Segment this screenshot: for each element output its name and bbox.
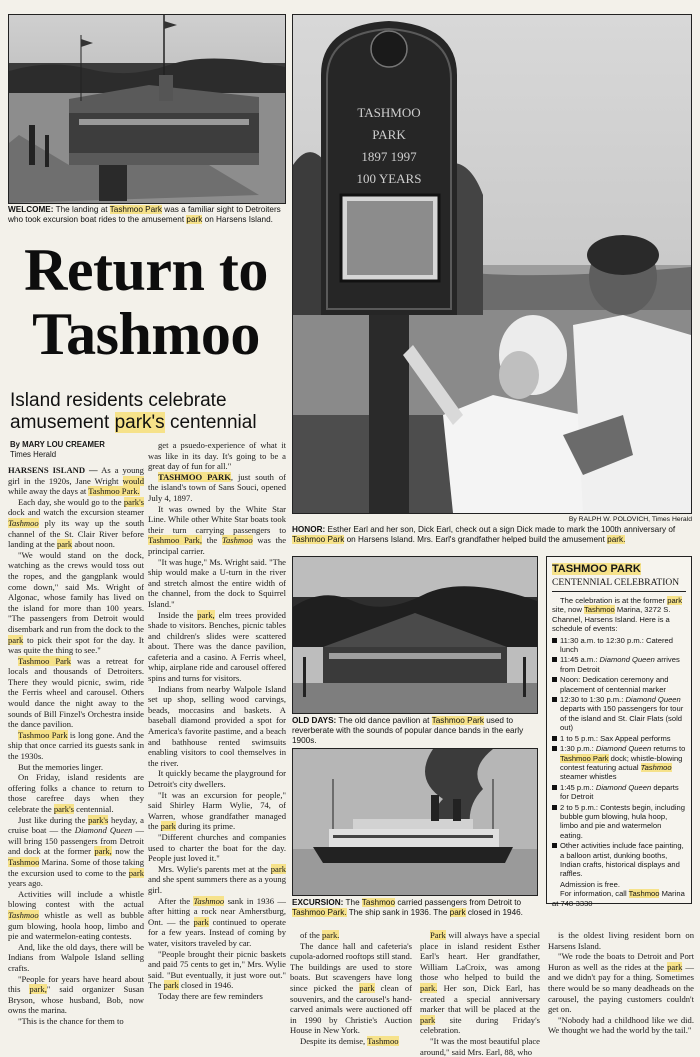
- excursion-caption-hl2: Tashmoo Park.: [292, 908, 347, 917]
- headline: [8, 238, 284, 366]
- excursion-caption: [292, 898, 536, 918]
- bullet-square-icon: [552, 785, 557, 790]
- bullet-square-icon: [552, 746, 557, 751]
- bullet-square-icon: [552, 843, 557, 848]
- sidebar-subtitle: CENTENNIAL CELEBRATION: [552, 577, 686, 592]
- excursion-photo: [292, 748, 538, 896]
- welcome-caption-hl1: Tashmoo Park: [109, 205, 163, 214]
- welcome-caption-lead: WELCOME:: [8, 205, 54, 214]
- excursion-caption-hl3: park: [449, 908, 466, 917]
- honor-caption-text1: Esther Earl and her son, Dick Earl, check out a sign Dick made to mark the 100th anniversary of: [327, 525, 676, 534]
- schedule-item: 1 to 5 p.m.: Sax Appeal performs: [552, 734, 686, 743]
- celebration-sidebar: [546, 556, 692, 908]
- schedule-item: 1:30 p.m.: Diamond Queen returns to Tashmoo Park dock; whistle-blowing contest featuring actual Tashmoo steamer whistles: [552, 744, 686, 782]
- excursion-caption-text3: The ship sank in 1936. The: [348, 908, 448, 917]
- headline-line2: Tashmoo: [32, 301, 260, 367]
- excursion-caption-text1: The: [345, 898, 360, 907]
- article-paragraph: "It was an excursion for people," said Shirley Harm Wylie, 74, of Warren, whose grandfather managed the park during its prime.: [148, 789, 286, 832]
- article-paragraph: "This is the chance for them to: [18, 1015, 124, 1026]
- bullet-square-icon: [552, 805, 557, 810]
- sign-line-4: 100 YEARS: [356, 171, 422, 186]
- article-paragraph: "Different churches and companies used to charter the boat for the day. People just loved it.": [148, 831, 286, 864]
- article-paragraph: is the oldest living resident born on Harsens Island.: [548, 930, 694, 951]
- article-column-5: [548, 930, 694, 1036]
- article-paragraph: And, like the old days, there will be Indians from Walpole Island selling crafts.: [8, 941, 144, 973]
- schedule-item: 2 to 5 p.m.: Contests begin, including bubble gum blowing, hula hoop, limbo and pie and watermelon eating.: [552, 803, 686, 841]
- article-column-3: [290, 930, 412, 1047]
- article-paragraph: Today there are few reminders: [158, 990, 263, 1001]
- article-paragraph: "People for years have heard about this park," said organizer Susan Bryson, whose husband, Bob, now owns the marina.: [8, 973, 144, 1016]
- article-paragraph: of the park.: [300, 930, 340, 940]
- article-paragraph: But the memories linger.: [18, 761, 103, 772]
- old-days-caption-text2: used to reverberate with the sounds of popular dance bands in the early 1900s.: [292, 716, 524, 745]
- old-days-caption-hl1: Tashmoo Park: [431, 716, 484, 725]
- article-paragraph: Just like during the park's heyday, a cruise boat — the Diamond Queen — will bring 150 passengers from Detroit and dock at the former park, now the Tashmoo Marina. Some of those taking the excursion used to come to the park years ago.: [8, 814, 144, 889]
- article-column-2: [148, 440, 286, 1001]
- schedule-item: 11:30 a.m. to 12:30 p.m.: Catered lunch: [552, 636, 686, 655]
- subheadline-line2: [10, 412, 286, 434]
- schedule-item: 12:30 to 1:30 p.m.: Diamond Queen departs with 150 passengers for tour of the island and St. Clair Flats (sold out): [552, 695, 686, 733]
- article-paragraph: "People brought their picnic baskets and paid 75 cents to get in," Mrs. Wylie said. "But eventually, it just wore out." The park closed in 1946.: [148, 948, 286, 991]
- article-paragraph: "It was huge," Ms. Wright said. "The ship would make a U-turn in the river and stretch almost the entire width of the channel, from the dock to Squirrel Island.": [148, 556, 286, 609]
- old-days-photo: [292, 556, 538, 714]
- article-paragraph: Activities will include a whistle blowing contest with the actual Tashmoo whistle as well as bubble gum blowing, hoola hoop, limbo and pie and watermelon-eating contests.: [8, 888, 144, 942]
- sign-line-3: 1897 1997: [361, 149, 417, 164]
- honor-caption-text2: on Harsens Island. Mrs. Earl's grandfather helped build the amusement: [346, 535, 605, 544]
- sidebar-title: [552, 563, 686, 576]
- article-column-4: [420, 930, 540, 1057]
- welcome-photo: [8, 14, 286, 204]
- subheadline-text2: centennial: [169, 412, 257, 433]
- sidebar-info: For information, call Tashmoo Marina at 748-3330: [552, 889, 685, 908]
- welcome-caption-text1: The landing at: [55, 205, 108, 214]
- welcome-caption: [8, 205, 286, 225]
- excursion-caption-hl1: Tashmoo: [361, 898, 396, 907]
- article-paragraph: "We rode the boats to Detroit and Port Huron as well as the rides at the park — and we didn't pay for a thing. Sometimes there would be so many deadheads on the carousel, the paying customers couldn't get on.: [548, 951, 694, 1015]
- sidebar-events: [552, 636, 686, 879]
- welcome-caption-text3: on Harsens Island.: [204, 215, 273, 224]
- bullet-square-icon: [552, 638, 557, 643]
- article-paragraph: After the Tashmoo sank in 1936 — after hitting a rock near Amherstburg, Ont. — the park continued to operate for a few years. Instead of coming by water, visitors traveled by car.: [148, 895, 286, 948]
- sign-line-2: PARK: [372, 127, 406, 142]
- old-days-photo-image: [293, 557, 537, 713]
- subheadline-hl: park's: [114, 412, 165, 433]
- old-days-caption-text1: The old dance pavilion at: [338, 716, 430, 725]
- schedule-item: 1:45 p.m.: Diamond Queen departs for Detroit: [552, 783, 686, 802]
- bullet-square-icon: [552, 736, 557, 741]
- article-paragraph: "Nobody had a childhood like we did. We thought we had the world by the tail.": [548, 1014, 694, 1036]
- welcome-caption-hl2: park: [186, 215, 203, 224]
- byline: [10, 440, 140, 459]
- article-paragraph: Inside the park, elm trees provided shade to visitors. Benches, picnic tables and children's slides were scattered about. There was the dance pavilion, cafeteria and a casino. A Ferris wheel, whip, airplane ride and carousel offered spins and turns for visitors.: [148, 609, 286, 684]
- headline-line1: Return to: [24, 237, 268, 303]
- bullet-square-icon: [552, 677, 557, 682]
- article-paragraph: Park will always have a special place in island resident Esther Earl's heart. Her grandfather, William LaCroix, was among those who helped to build the park. Her son, Dick Earl, has created a special anniversary marker that will be placed at the park site during Friday's celebration.: [420, 930, 540, 1036]
- excursion-caption-text2: carried passengers from Detroit to: [397, 898, 522, 907]
- excursion-photo-image: [293, 749, 537, 895]
- excursion-caption-text4: closed in 1946.: [467, 908, 523, 917]
- article-paragraph: Tashmoo Park was a retreat for locals and thousands of Detroiters. There they would picnic, swim, ride the Ferris wheel and carousel. Others would dance the night away to the sounds of Bill Finzel's Orchestra inside the dance pavilion.: [8, 655, 144, 730]
- article-paragraph: get a psuedo-experience of what it was like in its day. It's going to be a great day of fun for all.": [148, 440, 286, 472]
- article-paragraph: It was owned by the White Star Line. While other White Star boats took their turn carrying passengers to Tashmoo Park, the Tashmoo was the principal carrier.: [148, 503, 287, 556]
- honor-caption-lead: HONOR:: [292, 525, 326, 534]
- article-paragraph: The dance hall and cafeteria's cupola-adorned rooftops still stand. The buildings are used to store boats. But scavengers have long since picked the park clean of souvenirs, and the carousel's hand-carved animals were auctioned off in 1990 by Christie's Auction House in New York.: [290, 940, 412, 1036]
- subheadline: [10, 390, 286, 434]
- bullet-square-icon: [552, 657, 557, 662]
- article-column-1: [8, 465, 144, 1026]
- byline-name: By MARY LOU CREAMER: [10, 440, 105, 449]
- honor-photo: [292, 14, 692, 514]
- honor-caption-hl2: park.: [607, 535, 626, 544]
- welcome-caption-text2: was a familiar sight to Detroiters who took excursion boat rides to the amusement: [8, 205, 281, 224]
- sidebar-admission: Admission is free.: [560, 879, 620, 889]
- article-paragraph: It quickly became the playground for Detroit's city dwellers.: [148, 768, 286, 789]
- old-days-caption-lead: OLD DAYS:: [292, 716, 337, 725]
- article-paragraph: TASHMOO PARK, just south of the island's town of Sans Souci, opened July 4, 1897.: [148, 471, 286, 503]
- honor-credit: By RALPH W. POLOVICH, Times Herald: [568, 516, 692, 523]
- article-paragraph: Indians from nearby Walpole Island set up shop, selling wood carvings, beads, moccasins and baskets. A baseball diamond provided a spot for America's favorite pastime, and a beach and bathhouse rented swimsuits enabling visitors to cool themselves in the river.: [148, 683, 286, 768]
- honor-photo-image: [293, 15, 691, 513]
- article-paragraph: "We would stand on the dock, watching as the crews would toss out the ropes, and the gangplank would come down," said Ms. Wright of Algonac, whose family has lived on the island for more than 100 years. "The passengers from Detroit would disembark and run from the dock to the park to pick their spot for the day. It was quite the thing to see.": [8, 549, 144, 656]
- article-paragraph: Tashmoo Park is long gone. And the ship that once carried its guests sank in the 1930s.: [8, 729, 144, 762]
- article-paragraph: "It was the most beautiful place around," said Mrs. Earl, 88, who: [420, 1035, 540, 1057]
- article-paragraph: Despite its demise, Tashmoo: [300, 1035, 399, 1046]
- sidebar-title-text: TASHMOO PARK: [552, 563, 641, 575]
- article-paragraph: HARSENS ISLAND — As a young girl in the 1920s, Jane Wright would while away the days at Tashmoo Park.: [8, 465, 144, 497]
- honor-caption-hl1: Tashmoo Park: [292, 535, 345, 544]
- sidebar-intro: The celebration is at the former park site, now Tashmoo Marina, 3272 S. Channel, Harsens Island. Here is a schedule of events:: [552, 596, 682, 634]
- honor-caption: [292, 525, 692, 545]
- sign-line-1: TASHMOO: [357, 105, 421, 120]
- excursion-caption-lead: EXCURSION:: [292, 898, 344, 907]
- subheadline-text1: amusement: [10, 412, 110, 433]
- subheadline-line1: Island residents celebrate: [10, 390, 227, 411]
- bullet-square-icon: [552, 697, 557, 702]
- old-days-caption: [292, 716, 536, 746]
- welcome-photo-image: [9, 15, 285, 203]
- byline-paper: Times Herald: [10, 449, 57, 459]
- article-paragraph: On Friday, island residents are offering folks a chance to return to those carefree days when they celebrate the park's centennial.: [8, 772, 144, 814]
- schedule-item: 11:45 a.m.: Diamond Queen arrives from Detroit: [552, 655, 686, 674]
- schedule-item: Other activities include face painting, a balloon artist, dunking booths, Indian crafts, historical displays and raffles.: [552, 841, 686, 879]
- article-paragraph: Mrs. Wylie's parents met at the park and she spent summers there as a young girl.: [148, 863, 286, 895]
- article-paragraph: Each day, she would go to the park's dock and watch the excursion steamer Tashmoo ply its way up the south channel of the St. Clair River before landing at the park about noon.: [8, 496, 144, 550]
- schedule-item: Noon: Dedication ceremony and placement of centennial marker: [552, 675, 686, 694]
